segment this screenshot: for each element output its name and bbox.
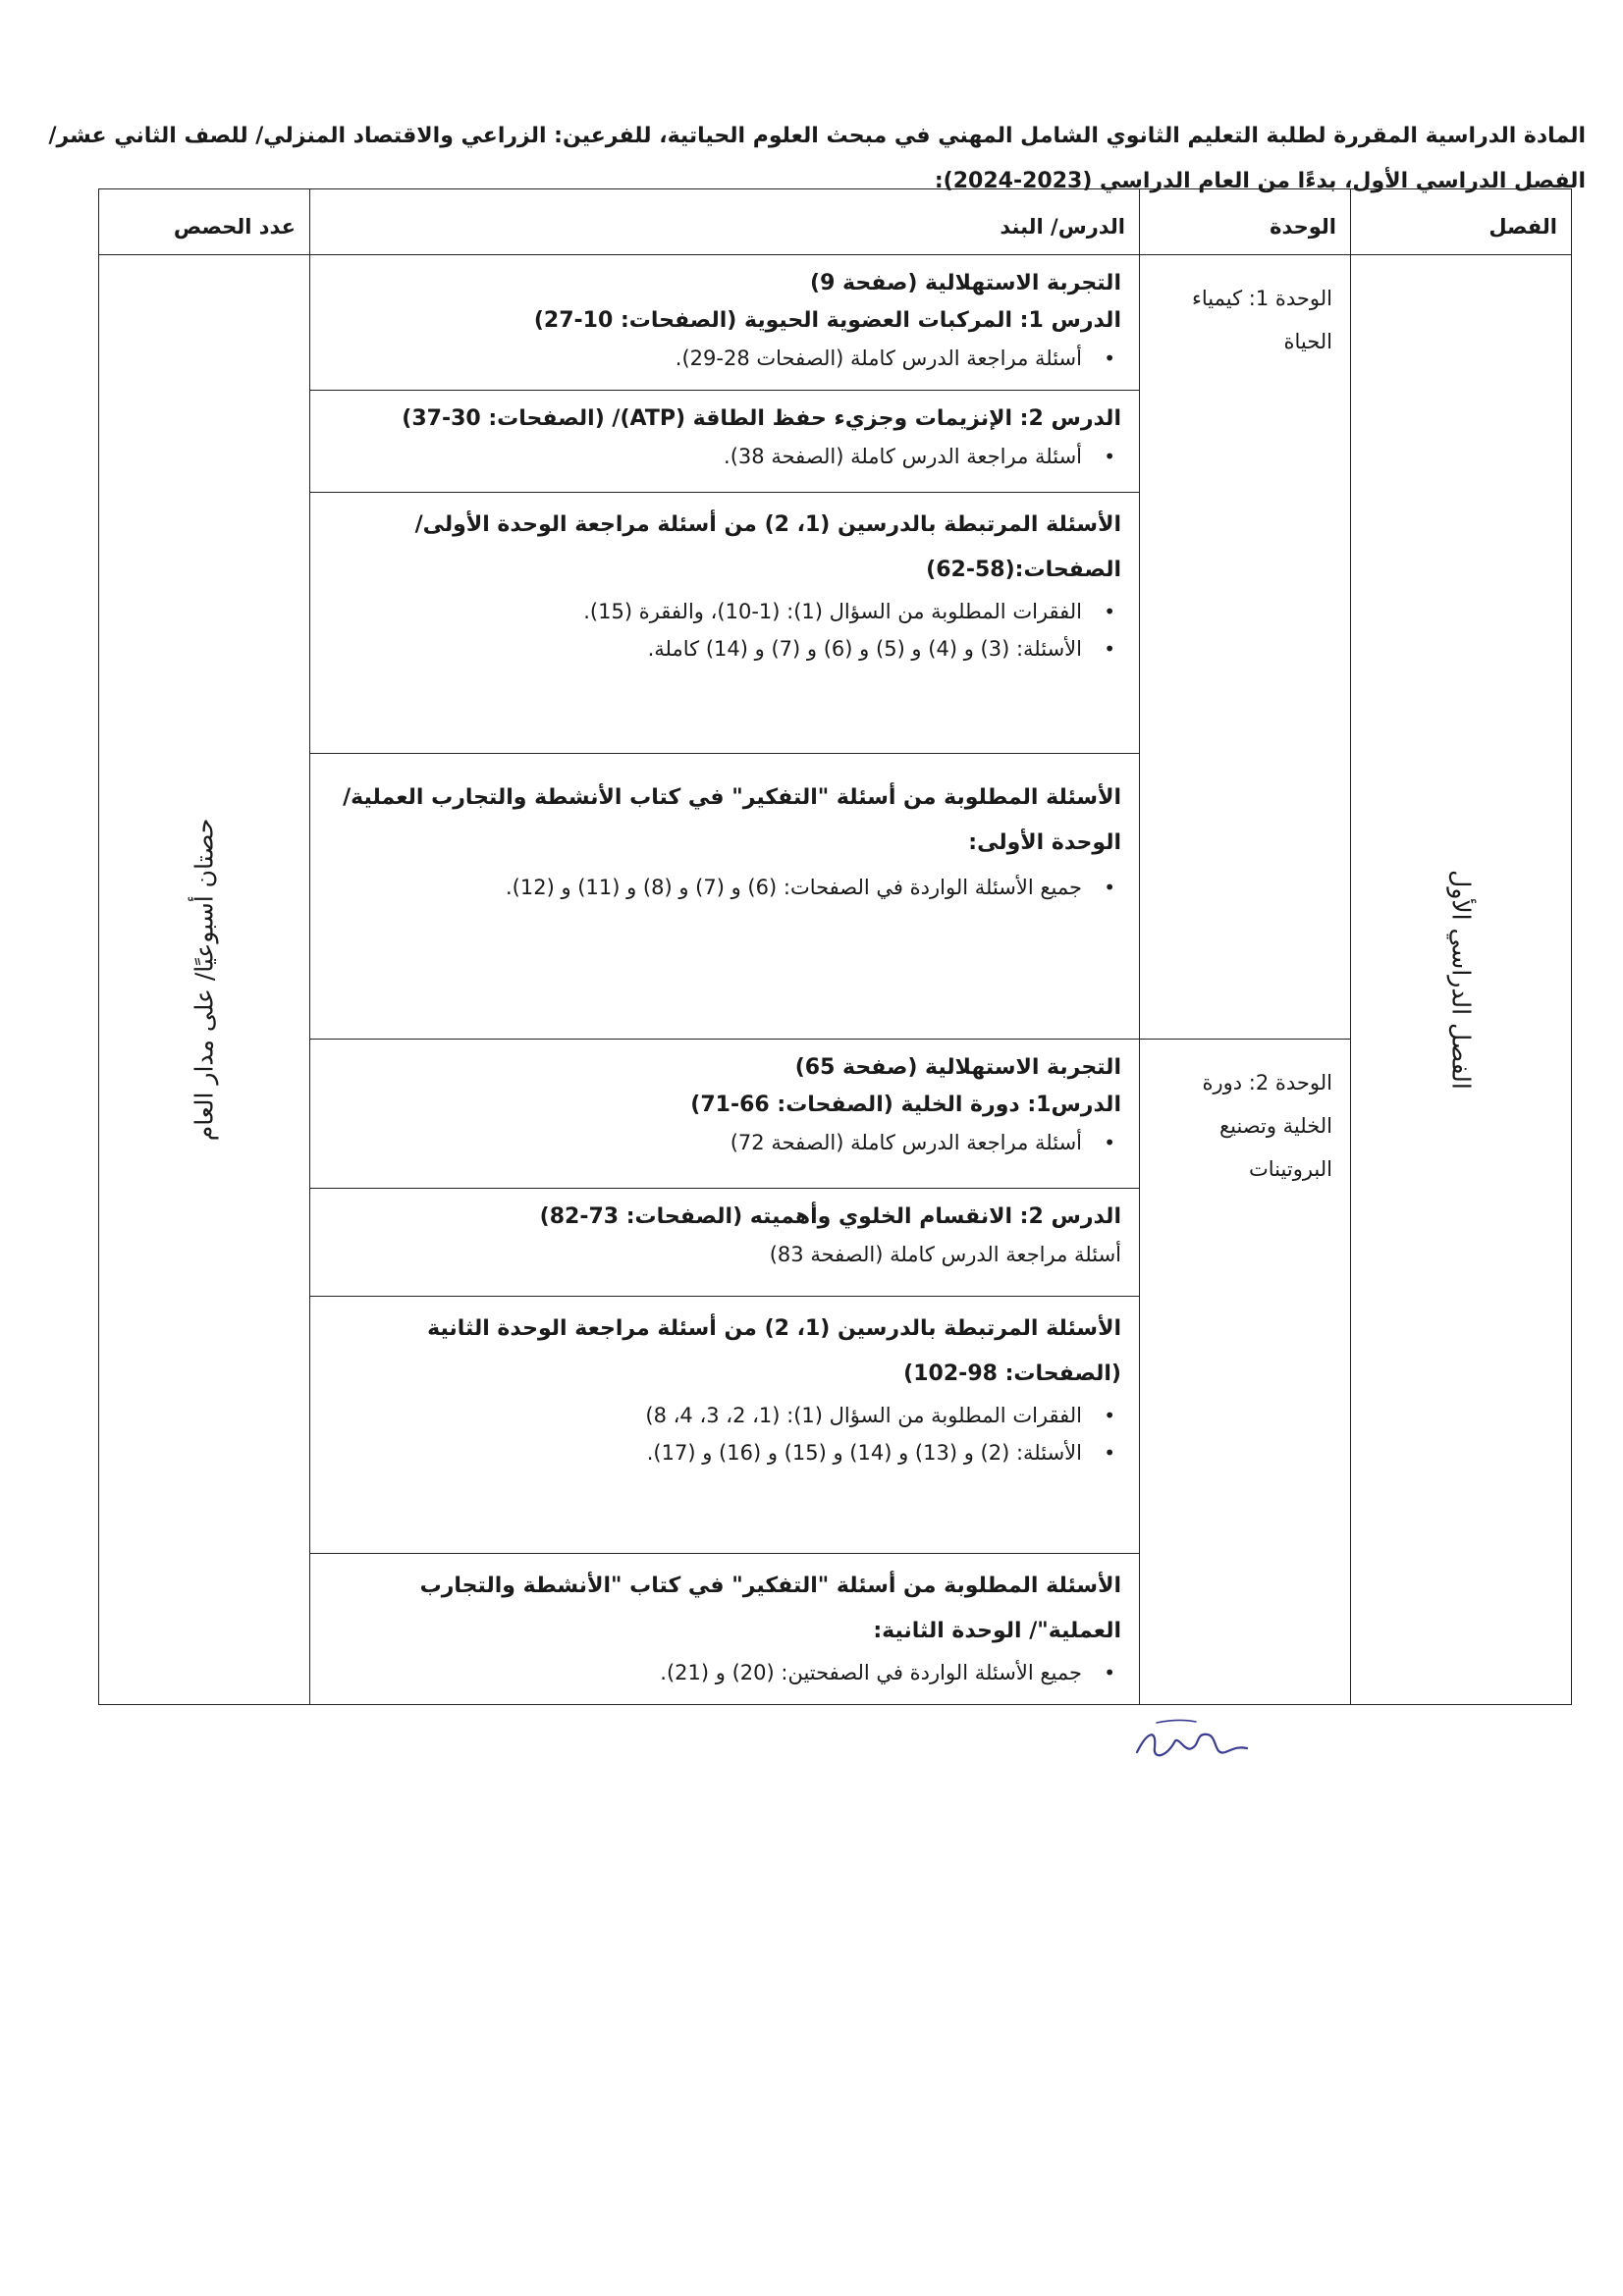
term-name: الفصل الدراسي الأول xyxy=(1446,870,1476,1090)
list-item: الأسئلة المطلوبة من أسئلة "التفكير" في كتاب الأنشطة والتجارب العملية/ الوحدة الأولى: • جميع الأسئلة الواردة في الصفحات: (6) و (7) و (8) و (11) و (12). xyxy=(310,754,1139,1039)
unit-1-name: الوحدة 1: كيمياء الحياة xyxy=(1192,287,1332,353)
list-item: الدرس 2: الإنزيمات وجزيء حفظ الطاقة (ATP)/ (الصفحات: 30-37) • أسئلة مراجعة الدرس كاملة (الصفحة 38). xyxy=(310,391,1139,493)
list-item: الأسئلة المطلوبة من أسئلة "التفكير" في كتاب "الأنشطة والتجارب العملية"/ الوحدة الثانية: • جميع الأسئلة الواردة في الصفحتين: (20) و (21). xyxy=(310,1554,1139,1701)
list-item: التجربة الاستهلالية (صفحة 9) الدرس 1: المركبات العضوية الحيوية (الصفحات: 10-27) • أسئلة مراجعة الدرس كاملة (الصفحات 28-29). xyxy=(310,255,1139,391)
list-item: الأسئلة المرتبطة بالدرسين (1، 2) من أسئلة مراجعة الوحدة الثانية (الصفحات: 98-102) • الفقرات المطلوبة من السؤال (1): (1، 2، 3، 4، 8) • الأسئلة: (2) و (13) و (14) و (15) و (16) و (17). xyxy=(310,1297,1139,1554)
handwritten-signature xyxy=(1127,1713,1255,1772)
header-item: الدرس/ البند xyxy=(310,189,1140,255)
unit-2-cell xyxy=(1140,1040,1351,1705)
periods-value: حصتان أسبوعيًا/ على مدار العام xyxy=(189,818,219,1142)
heading-line-2: الفصل الدراسي الأول، بدءًا من العام الدراسي (2023-2024): xyxy=(934,169,1586,193)
heading-line-1: المادة الدراسية المقررة لطلبة التعليم الثانوي الشامل المهني في مبحث العلوم الحياتية، للفرعين: الزراعي والاقتصاد المنزلي/ للصف الثاني عشر/ xyxy=(48,124,1586,148)
periods-cell xyxy=(99,255,310,1705)
list-item: الأسئلة المرتبطة بالدرسين (1، 2) من أسئلة مراجعة الوحدة الأولى/ الصفحات:(58-62) • الفقرات المطلوبة من السؤال (1): (1-10)، والفقرة (15). • الأسئلة: (3) و (4) و (5) و (6) و (7) و (14) كاملة. xyxy=(310,493,1139,754)
curriculum-table xyxy=(98,188,1572,1705)
unit-1-items xyxy=(310,255,1140,1040)
list-item: التجربة الاستهلالية (صفحة 65) الدرس1: دورة الخلية (الصفحات: 66-71) • أسئلة مراجعة الدرس كاملة (الصفحة 72) xyxy=(310,1040,1139,1189)
table-header-row xyxy=(99,189,1572,255)
unit-2-items xyxy=(310,1040,1140,1705)
unit-2-name: الوحدة 2: دورة الخلية وتصنيع البروتينات xyxy=(1202,1071,1332,1181)
header-term: الفصل xyxy=(1351,189,1572,255)
unit-1-cell xyxy=(1140,255,1351,1040)
table-row-unit-1 xyxy=(99,255,1572,1040)
header-unit: الوحدة xyxy=(1140,189,1351,255)
term-cell xyxy=(1351,255,1572,1705)
header-count: عدد الحصص xyxy=(99,189,310,255)
list-item: الدرس 2: الانقسام الخلوي وأهميته (الصفحات: 73-82) أسئلة مراجعة الدرس كاملة (الصفحة 83) xyxy=(310,1189,1139,1297)
